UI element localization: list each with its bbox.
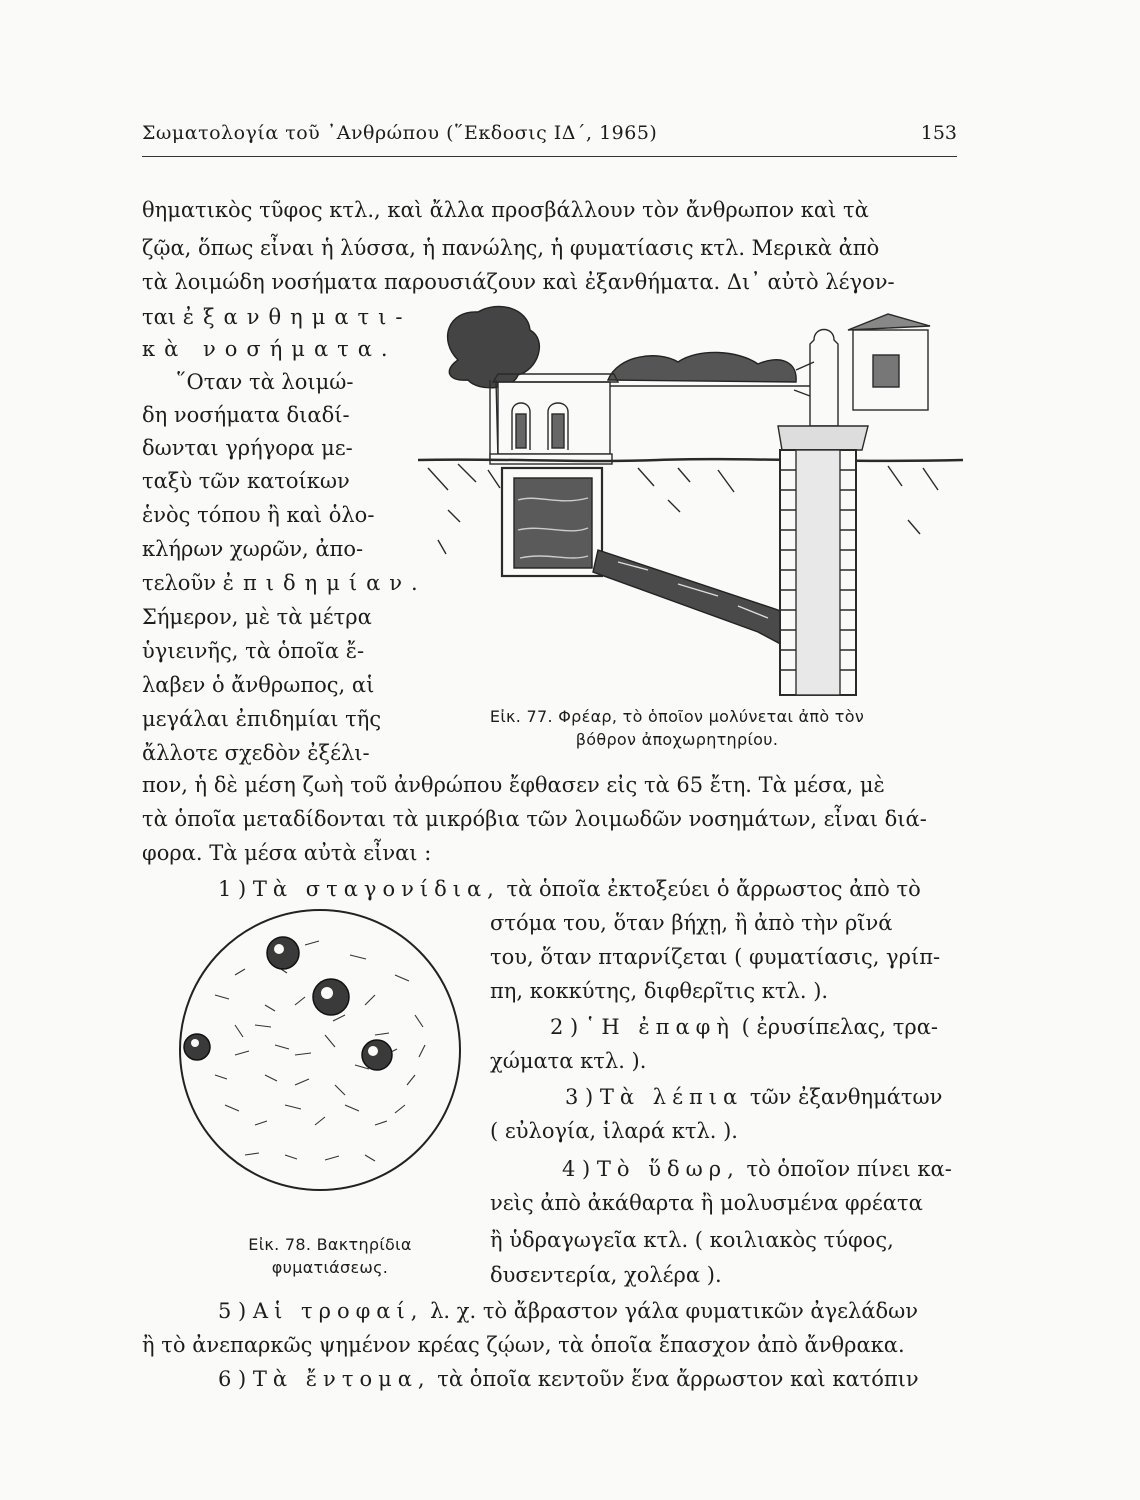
list-item	[565, 1087, 942, 1108]
body-line: ἄλλοτε σχεδὸν ἐξέλι-	[142, 741, 370, 765]
body-text: ( ἐρυσίπελας, τρα-	[741, 1015, 938, 1039]
body-line: τὰ λοιμώδη νοσήματα παρουσιάζουν καὶ ἐξανθήματα. Δι᾿ αὐτὸ λέγον-	[142, 270, 895, 294]
running-header	[142, 120, 957, 157]
body-text: τῶν ἐξανθημάτων	[749, 1085, 943, 1109]
figure-77-illustration	[418, 300, 963, 700]
figure-77-caption	[447, 705, 907, 751]
body-text: τελοῦν	[142, 571, 223, 595]
body-line: λαβεν ὁ ἄνθρωπος, αἱ	[142, 673, 375, 697]
body-line: μεγάλαι ἐπιδημίαι τῆς	[142, 707, 382, 731]
body-line: τὰ ὁποῖα μεταδίδονται τὰ μικρόβια τῶν λοιμωδῶν νοσημάτων, εἶναι διά-	[142, 807, 927, 831]
body-line: ( εὐλογία, ἱλαρά κτλ. ).	[490, 1119, 738, 1143]
body-line	[142, 307, 412, 328]
body-line: ῞Οταν τὰ λοιμώ-	[176, 370, 354, 394]
body-line: ἑνὸς τόπου ἢ καὶ ὁλο-	[142, 503, 375, 527]
body-text: τὰ ὁποῖα κεντοῦν ἕνα ἄρρωστον καὶ κατόπιν	[437, 1367, 919, 1391]
item-number: 3 )	[565, 1085, 594, 1109]
spaced-term: Τὰ σταγονίδια,	[252, 877, 500, 901]
spaced-term: Τὰ λέπια	[599, 1085, 744, 1109]
page-number: 153	[920, 122, 957, 144]
item-number: 6 )	[218, 1367, 247, 1391]
body-line: ἢ ὑδραγωγεῖα κτλ. ( κοιλιακὸς τύφος,	[490, 1228, 894, 1252]
body-line: πον, ἡ δὲ μέση ζωὴ τοῦ ἀνθρώπου ἔφθασεν εἰς τὰ 65 ἔτη. Τὰ μέσα, μὲ	[142, 773, 885, 797]
body-line: ἢ τὸ ἀνεπαρκῶς ψημένον κρέας ζῴων, τὰ ὁποῖα ἔπασχον ἀπὸ ἄνθρακα.	[142, 1333, 905, 1357]
body-line: δη νοσήματα διαδί-	[142, 403, 350, 427]
spaced-term: κὰ νοσήματα.	[142, 337, 397, 361]
running-title: Σωματολογία τοῦ ᾿Ανθρώπου (῞Εκδοσις ΙΔ΄, 1965)	[142, 122, 658, 144]
figure-78-caption	[200, 1233, 460, 1279]
body-line: φορα. Τὰ μέσα αὐτὰ εἶναι :	[142, 841, 432, 865]
figure-78-illustration	[175, 905, 465, 1195]
caption-line: φυματιάσεως.	[271, 1258, 389, 1278]
spaced-term: Τὸ ὕδωρ,	[596, 1157, 740, 1181]
item-number: 4 )	[562, 1157, 591, 1181]
caption-line: Εἰκ. 78. Βακτηρίδια	[248, 1235, 412, 1254]
body-line: δωνται γρήγορα με-	[142, 436, 353, 460]
body-text: ται	[142, 305, 183, 329]
item-number: 1 )	[218, 877, 247, 901]
body-line: ζῷα, ὅπως εἶναι ἡ λύσσα, ἡ πανώλης, ἡ φυματίασις κτλ. Μερικὰ ἀπὸ	[142, 236, 880, 260]
spaced-term: ἐξανθηματι-	[182, 305, 412, 329]
body-line	[142, 573, 427, 594]
body-line: νεὶς ἀπὸ ἀκάθαρτα ἢ μολυσμένα φρέατα	[490, 1191, 923, 1215]
body-line: θηματικὸς τῦφος κτλ., καὶ ἄλλα προσβάλλουν τὸν ἄνθρωπον καὶ τὰ	[142, 198, 869, 222]
spaced-term: ῾Η ἐπαφὴ	[584, 1015, 735, 1039]
body-line: στόμα του, ὅταν βήχῃ, ἢ ἀπὸ τὴν ρῖνά	[490, 911, 893, 935]
caption-line: βόθρον ἀποχωρητηρίου.	[575, 730, 779, 750]
list-item	[218, 1369, 919, 1390]
body-line: πη, κοκκύτης, διφθερῖτις κτλ. ).	[490, 979, 829, 1003]
list-item	[550, 1017, 938, 1038]
spaced-term: Τὰ ἔντομα,	[252, 1367, 431, 1391]
list-item	[218, 1301, 918, 1322]
body-text: τὸ ὁποῖον πίνει κα-	[746, 1157, 952, 1181]
body-line: κλήρων χωρῶν, ἀπο-	[142, 537, 364, 561]
body-line: ὑγιεινῆς, τὰ ὁποῖα ἔ-	[142, 639, 365, 663]
item-number: 5 )	[218, 1299, 247, 1323]
body-line: χώματα κτλ. ).	[490, 1049, 647, 1073]
spaced-term: Αἱ τροφαί,	[252, 1299, 424, 1323]
body-line: δυσεντερία, χολέρα ).	[490, 1263, 722, 1287]
body-line: ταξὺ τῶν κατοίκων	[142, 469, 350, 493]
spaced-term: ἐπιδημίαν.	[222, 571, 427, 595]
body-text: τὰ ὁποῖα ἐκτοξεύει ὁ ἄρρωστος ἀπὸ τὸ	[506, 877, 921, 901]
list-item	[562, 1159, 952, 1180]
body-line: Σήμερον, μὲ τὰ μέτρα	[142, 605, 372, 629]
list-item	[218, 879, 921, 900]
item-number: 2 )	[550, 1015, 579, 1039]
body-line: του, ὅταν πταρνίζεται ( φυματίασις, γρίπ-	[490, 945, 941, 969]
body-text: λ. χ. τὸ ἄβραστον γάλα φυματικῶν ἀγελάδων	[430, 1299, 919, 1323]
caption-line: Εἰκ. 77. Φρέαρ, τὸ ὁποῖον μολύνεται ἀπὸ τὸν	[489, 707, 865, 726]
